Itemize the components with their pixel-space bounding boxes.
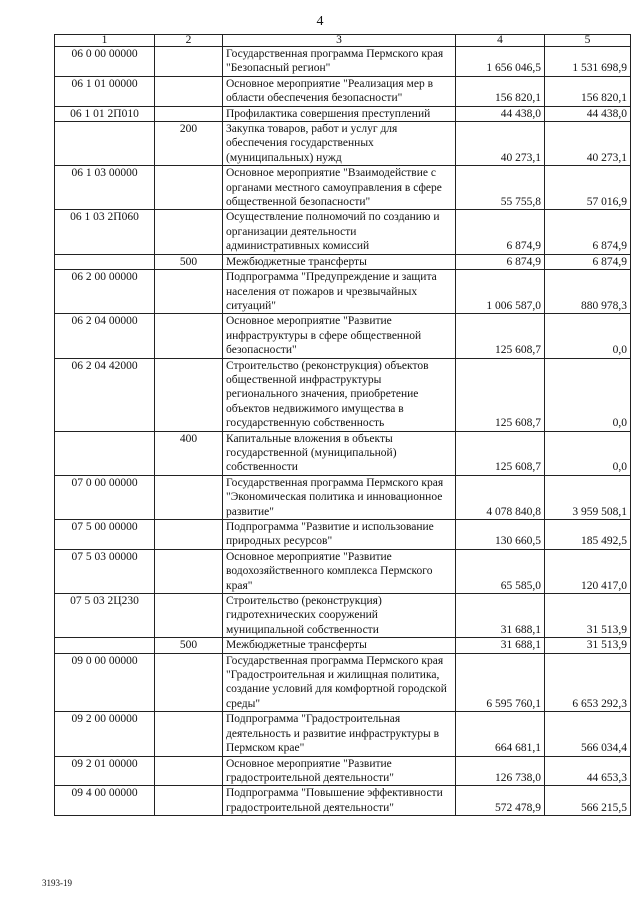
target-article-code: 09 2 00 00000 [55, 712, 155, 756]
row-name: Строительство (реконструкция) объектов общественной инфраструктуры регионального значения, приобретение объектов недвижимого имущества в государственную собственность [223, 358, 456, 431]
expense-type-code [155, 47, 223, 77]
row-name: Строительство (реконструкция) гидротехнических сооружений муниципальной собственности [223, 594, 456, 638]
table-row [55, 122, 631, 166]
expense-type-code [155, 786, 223, 816]
table-row [55, 712, 631, 756]
table-row [55, 431, 631, 475]
amount-year-1: 6 595 760,1 [456, 653, 545, 712]
table-row [55, 210, 631, 254]
table-row [55, 756, 631, 786]
expense-type-code [155, 358, 223, 431]
table-row [55, 47, 631, 77]
amount-year-1: 1 656 046,5 [456, 47, 545, 77]
row-name: Профилактика совершения преступлений [223, 106, 456, 121]
table-row [55, 254, 631, 269]
target-article-code: 07 5 00 00000 [55, 520, 155, 550]
amount-year-2: 44 653,3 [545, 756, 631, 786]
amount-year-1: 125 608,7 [456, 314, 545, 358]
expense-type-code: 500 [155, 254, 223, 269]
row-name: Основное мероприятие "Развитие инфраструктуры в сфере общественной безопасности" [223, 314, 456, 358]
target-article-code: 06 1 03 2П060 [55, 210, 155, 254]
amount-year-1: 65 585,0 [456, 549, 545, 593]
target-article-code: 06 2 04 42000 [55, 358, 155, 431]
amount-year-1: 130 660,5 [456, 520, 545, 550]
expense-type-code [155, 210, 223, 254]
expense-type-code [155, 166, 223, 210]
amount-year-2: 31 513,9 [545, 594, 631, 638]
amount-year-2: 0,0 [545, 358, 631, 431]
row-name: Межбюджетные трансферты [223, 254, 456, 269]
target-article-code: 09 4 00 00000 [55, 786, 155, 816]
document-footer-code: 3193-19 [42, 878, 72, 888]
amount-year-2: 1 531 698,9 [545, 47, 631, 77]
target-article-code [55, 254, 155, 269]
row-name: Основное мероприятие "Реализация мер в области обеспечения безопасности" [223, 76, 456, 106]
target-article-code: 07 0 00 00000 [55, 475, 155, 519]
target-article-code: 06 2 04 00000 [55, 314, 155, 358]
amount-year-2: 31 513,9 [545, 638, 631, 653]
table-row [55, 270, 631, 314]
row-name: Подпрограмма "Градостроительная деятельность и развитие инфраструктуры в Пермском крае" [223, 712, 456, 756]
target-article-code: 06 1 01 2П010 [55, 106, 155, 121]
table-row [55, 786, 631, 816]
column-header: 5 [545, 35, 631, 47]
amount-year-2: 6 874,9 [545, 210, 631, 254]
expense-type-code [155, 756, 223, 786]
target-article-code: 06 0 00 00000 [55, 47, 155, 77]
amount-year-1: 31 688,1 [456, 638, 545, 653]
amount-year-1: 6 874,9 [456, 210, 545, 254]
table-row [55, 314, 631, 358]
table-row [55, 594, 631, 638]
column-header: 1 [55, 35, 155, 47]
row-name: Основное мероприятие "Развитие градостроительной деятельности" [223, 756, 456, 786]
table-row [55, 520, 631, 550]
row-name: Основное мероприятие "Развитие водохозяйственного комплекса Пермского края" [223, 549, 456, 593]
target-article-code: 06 2 00 00000 [55, 270, 155, 314]
column-header: 2 [155, 35, 223, 47]
expense-type-code: 500 [155, 638, 223, 653]
table-row [55, 549, 631, 593]
target-article-code [55, 122, 155, 166]
amount-year-2: 566 034,4 [545, 712, 631, 756]
expense-type-code [155, 475, 223, 519]
amount-year-1: 664 681,1 [456, 712, 545, 756]
amount-year-1: 6 874,9 [456, 254, 545, 269]
table-row [55, 76, 631, 106]
amount-year-2: 156 820,1 [545, 76, 631, 106]
amount-year-2: 40 273,1 [545, 122, 631, 166]
amount-year-2: 0,0 [545, 431, 631, 475]
target-article-code: 06 1 03 00000 [55, 166, 155, 210]
row-name: Закупка товаров, работ и услуг для обеспечения государственных (муниципальных) нужд [223, 122, 456, 166]
column-header: 4 [456, 35, 545, 47]
amount-year-1: 1 006 587,0 [456, 270, 545, 314]
amount-year-2: 0,0 [545, 314, 631, 358]
row-name: Межбюджетные трансферты [223, 638, 456, 653]
expense-type-code [155, 594, 223, 638]
page-number: 4 [316, 14, 324, 29]
amount-year-1: 126 738,0 [456, 756, 545, 786]
expense-type-code [155, 520, 223, 550]
column-number-row [55, 35, 631, 47]
expense-type-code [155, 549, 223, 593]
amount-year-1: 4 078 840,8 [456, 475, 545, 519]
amount-year-1: 125 608,7 [456, 431, 545, 475]
expense-type-code [155, 653, 223, 712]
row-name: Государственная программа Пермского края "Безопасный регион" [223, 47, 456, 77]
target-article-code: 06 1 01 00000 [55, 76, 155, 106]
amount-year-1: 156 820,1 [456, 76, 545, 106]
amount-year-1: 44 438,0 [456, 106, 545, 121]
row-name: Подпрограмма "Повышение эффективности градостроительной деятельности" [223, 786, 456, 816]
target-article-code: 07 5 03 00000 [55, 549, 155, 593]
target-article-code [55, 638, 155, 653]
target-article-code: 09 2 01 00000 [55, 756, 155, 786]
target-article-code: 09 0 00 00000 [55, 653, 155, 712]
row-name: Государственная программа Пермского края "Градостроительная и жилищная политика, создание условий для комфортной городской среды" [223, 653, 456, 712]
table-row [55, 106, 631, 121]
expense-type-code [155, 106, 223, 121]
expense-type-code [155, 76, 223, 106]
amount-year-2: 185 492,5 [545, 520, 631, 550]
amount-year-2: 566 215,5 [545, 786, 631, 816]
amount-year-2: 6 653 292,3 [545, 653, 631, 712]
row-name: Подпрограмма "Предупреждение и защита населения от пожаров и чрезвычайных ситуаций" [223, 270, 456, 314]
table-row [55, 358, 631, 431]
target-article-code: 07 5 03 2Ц230 [55, 594, 155, 638]
table-row [55, 638, 631, 653]
row-name: Осуществление полномочий по созданию и организации деятельности административных комиссий [223, 210, 456, 254]
amount-year-2: 3 959 508,1 [545, 475, 631, 519]
target-article-code [55, 431, 155, 475]
row-name: Основное мероприятие "Взаимодействие с органами местного самоуправления в сфере общественной безопасности" [223, 166, 456, 210]
amount-year-2: 880 978,3 [545, 270, 631, 314]
amount-year-1: 125 608,7 [456, 358, 545, 431]
budget-table [54, 34, 631, 816]
table-row [55, 475, 631, 519]
amount-year-2: 44 438,0 [545, 106, 631, 121]
column-header: 3 [223, 35, 456, 47]
expense-type-code [155, 270, 223, 314]
row-name: Капитальные вложения в объекты государственной (муниципальной) собственности [223, 431, 456, 475]
amount-year-1: 40 273,1 [456, 122, 545, 166]
expense-type-code [155, 314, 223, 358]
expense-type-code [155, 712, 223, 756]
amount-year-1: 572 478,9 [456, 786, 545, 816]
table-row [55, 653, 631, 712]
amount-year-1: 31 688,1 [456, 594, 545, 638]
expense-type-code: 400 [155, 431, 223, 475]
table-row [55, 166, 631, 210]
expense-type-code: 200 [155, 122, 223, 166]
row-name: Государственная программа Пермского края "Экономическая политика и инновационное развитие" [223, 475, 456, 519]
amount-year-2: 120 417,0 [545, 549, 631, 593]
amount-year-2: 57 016,9 [545, 166, 631, 210]
row-name: Подпрограмма "Развитие и использование природных ресурсов" [223, 520, 456, 550]
amount-year-1: 55 755,8 [456, 166, 545, 210]
amount-year-2: 6 874,9 [545, 254, 631, 269]
